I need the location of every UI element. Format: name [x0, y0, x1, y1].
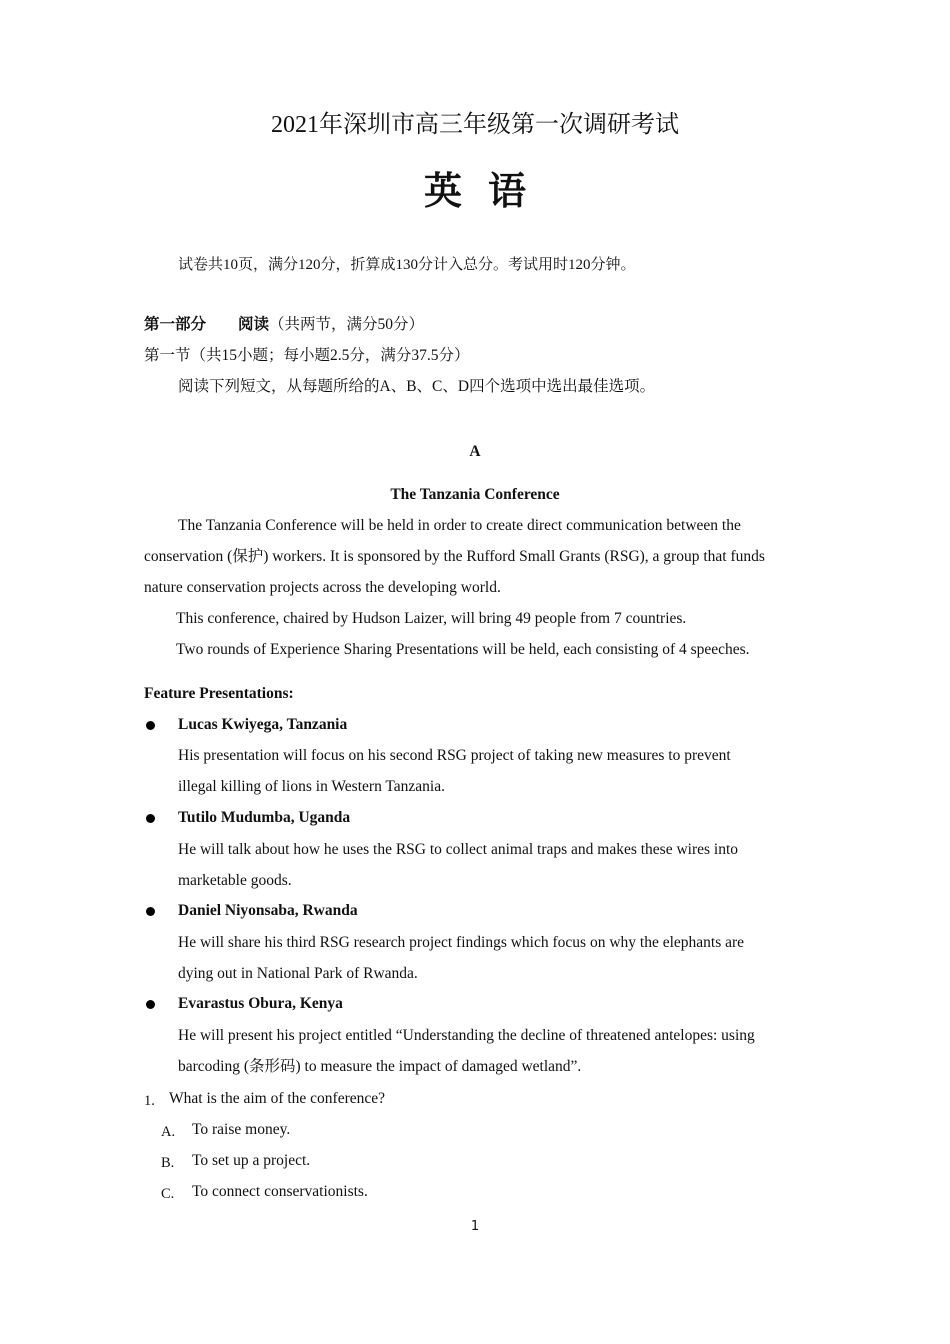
- option-letter: B.: [161, 1155, 175, 1171]
- presenter-name: Evarastus Obura, Kenya: [178, 995, 343, 1012]
- bullet-icon: [146, 907, 155, 916]
- feature-heading: Feature Presentations:: [144, 685, 294, 702]
- section-direction: 阅读下列短文，从每题所给的A、B、C、D四个选项中选出最佳选项。: [178, 378, 656, 395]
- presenter-desc-line-1: His presentation will focus on his second RSG project of taking new measures to prevent: [178, 747, 731, 764]
- presenter-desc-line-2: barcoding (条形码) to measure the impact of damaged wetland”.: [178, 1058, 582, 1075]
- option-letter: A.: [161, 1124, 176, 1140]
- bullet-icon: [146, 814, 155, 823]
- presenter-desc-line-1: He will share his third RSG research project findings which focus on why the elephants are: [178, 934, 745, 951]
- option-text: To set up a project.: [192, 1152, 311, 1169]
- presenter-name: Daniel Niyonsaba, Rwanda: [178, 902, 358, 919]
- bullet-icon: [146, 721, 155, 730]
- presenter-desc-line-2: marketable goods.: [178, 872, 292, 889]
- paragraph-1-line-2: conservation (保护) workers. It is sponsored by the Rufford Small Grants (RSG), a group that funds: [144, 548, 765, 565]
- bullet-icon: [146, 1000, 155, 1009]
- paragraph-1-line-1: The Tanzania Conference will be held in order to create direct communication between the: [178, 517, 741, 534]
- presenter-name: Lucas Kwiyega, Tanzania: [178, 716, 348, 733]
- presenter-desc-line-2: dying out in National Park of Rwanda.: [178, 965, 418, 982]
- paragraph-1-line-3: nature conservation projects across the developing world.: [144, 579, 501, 596]
- paragraph-3: Two rounds of Experience Sharing Presentations will be held, each consisting of 4 speeches.: [176, 641, 750, 658]
- part-title: 阅读: [238, 316, 270, 333]
- option-letter: C.: [161, 1186, 175, 1202]
- option-text: To raise money.: [192, 1121, 291, 1138]
- passage-label: A: [469, 443, 481, 460]
- option-text: To connect conservationists.: [192, 1183, 368, 1200]
- passage-title: The Tanzania Conference: [390, 486, 560, 503]
- exam-title: 2021年深圳市高三年级第一次调研考试: [271, 112, 679, 138]
- question-text: What is the aim of the conference?: [169, 1090, 386, 1107]
- page-number: 1: [470, 1219, 480, 1234]
- presenter-name: Tutilo Mudumba, Uganda: [178, 809, 351, 826]
- subject-title: 英语: [423, 171, 552, 213]
- paragraph-2: This conference, chaired by Hudson Laizer, will bring 49 people from 7 countries.: [176, 610, 687, 627]
- part-detail: （共两节，满分50分）: [269, 316, 425, 333]
- question-number: 1.: [144, 1093, 155, 1109]
- section-heading: 第一节（共15小题；每小题2.5分，满分37.5分）: [144, 347, 470, 364]
- presenter-desc-line-1: He will talk about how he uses the RSG to collect animal traps and makes these wires into: [178, 841, 739, 858]
- part-heading: [144, 312, 424, 334]
- part-name: 第一部分: [144, 316, 207, 333]
- exam-instructions: 试卷共10页，满分120分，折算成130分计入总分。考试用时120分钟。: [178, 257, 636, 273]
- presenter-desc-line-2: illegal killing of lions in Western Tanzania.: [178, 778, 445, 795]
- presenter-desc-line-1: He will present his project entitled “Understanding the decline of threatened antelopes: using: [178, 1027, 755, 1044]
